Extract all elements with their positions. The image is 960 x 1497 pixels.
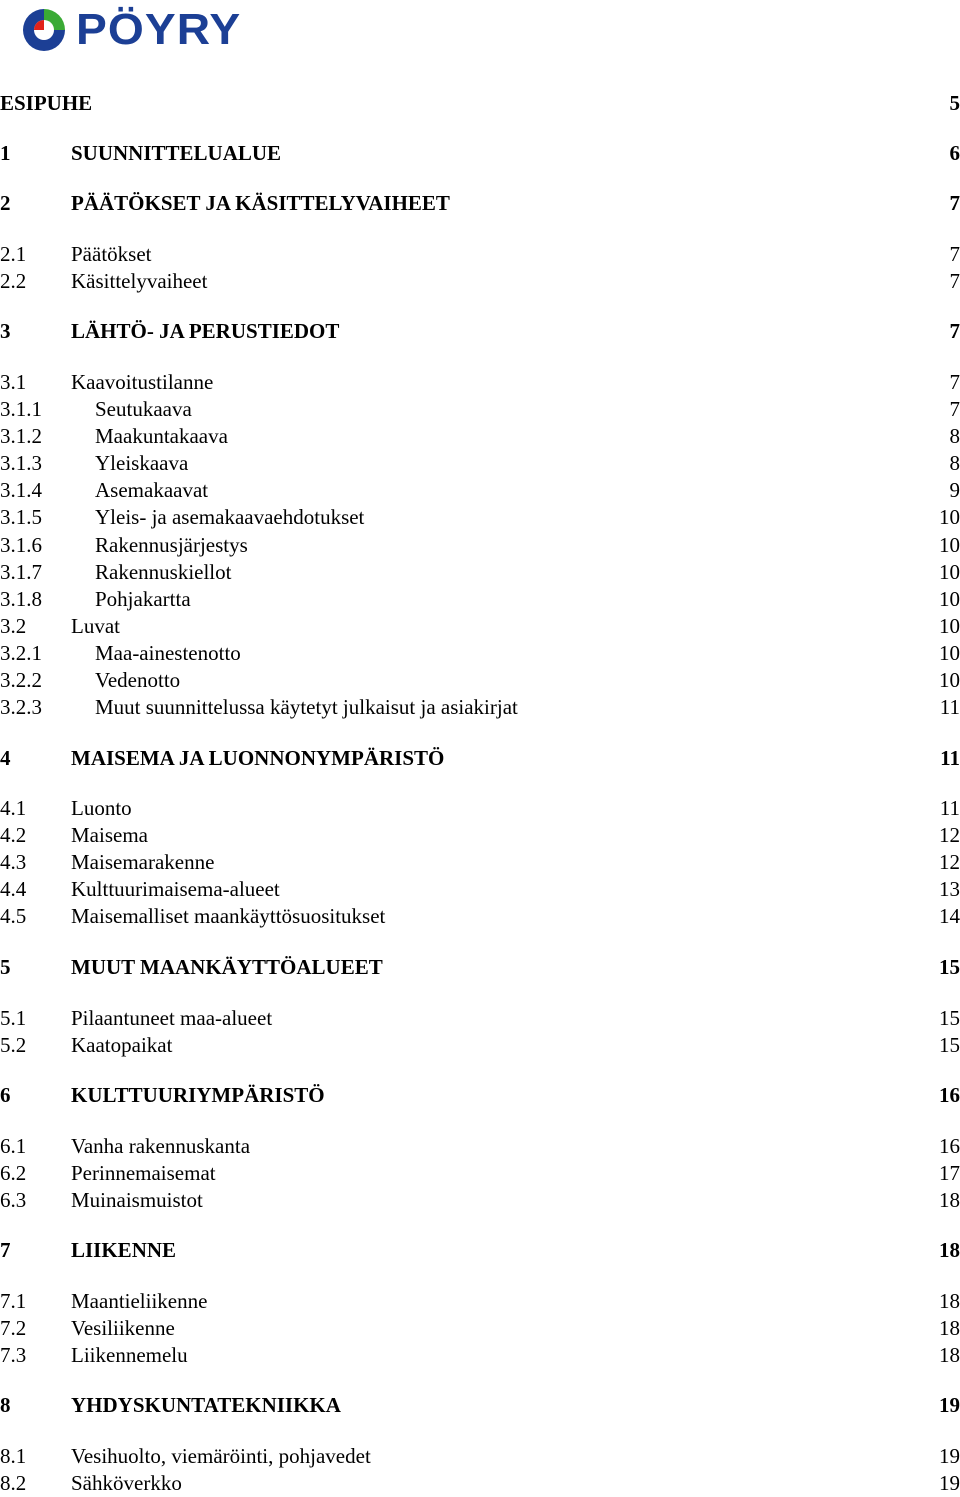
toc-entry-page-number: 16 [939, 1133, 960, 1160]
toc-entry-number: 5.2 [0, 1032, 26, 1059]
toc-entry-page-number: 10 [939, 640, 960, 667]
toc-entry-title: LIIKENNE [71, 1237, 176, 1264]
toc-entry-number: 7.3 [0, 1342, 26, 1369]
toc-entry-number: 2.2 [0, 268, 26, 295]
toc-entry-number: 2 [0, 190, 11, 217]
toc-entry-number: 5.1 [0, 1005, 26, 1032]
toc-section-entry [0, 1470, 960, 1497]
toc-entry-title: Vesihuolto, viemäröinti, pohjavedet [71, 1443, 371, 1470]
toc-entry-title: Pohjakartta [95, 586, 191, 613]
toc-entry-title: Luonto [71, 795, 132, 822]
toc-entry-page-number: 9 [950, 477, 960, 504]
toc-entry-page-number: 18 [939, 1342, 960, 1369]
toc-entry-title: Maantieliikenne [71, 1288, 207, 1315]
toc-entry-number: 3.1.1 [0, 396, 42, 423]
toc-entry-title: MUUT MAANKÄYTTÖALUEET [71, 954, 383, 981]
toc-entry-number: 3.1.3 [0, 450, 42, 477]
toc-entry-page-number: 14 [939, 903, 960, 930]
toc-entry-title: Käsittelyvaiheet [71, 268, 207, 295]
toc-section-entry [0, 1133, 960, 1160]
toc-entry-page-number: 7 [950, 190, 960, 217]
toc-entry-title: Luvat [71, 613, 120, 640]
toc-section-entry [0, 1160, 960, 1187]
toc-entry-page-number: 10 [939, 667, 960, 694]
toc-entry-number: 4.4 [0, 876, 26, 903]
toc-entry-number: 6 [0, 1082, 11, 1109]
toc-entry-number: 6.3 [0, 1187, 26, 1214]
toc-chapter-entry [0, 1082, 960, 1109]
toc-entry-page-number: 13 [939, 876, 960, 903]
toc-section-entry [0, 1443, 960, 1470]
toc-entry-title: Rakennuskiellot [95, 559, 231, 586]
toc-entry-number: 3 [0, 318, 11, 345]
toc-entry-title: Kaavoitustilanne [71, 369, 213, 396]
toc-section-entry [0, 532, 960, 559]
toc-entry-title: Maakuntakaava [95, 423, 228, 450]
toc-entry-number: 3.2.1 [0, 640, 42, 667]
toc-entry-number: 5 [0, 954, 11, 981]
toc-chapter-entry [0, 90, 960, 117]
toc-section-entry [0, 241, 960, 268]
toc-entry-page-number: 11 [940, 694, 960, 721]
toc-entry-number: 4.5 [0, 903, 26, 930]
toc-section-entry [0, 369, 960, 396]
toc-entry-page-number: 15 [939, 1005, 960, 1032]
toc-section-entry [0, 504, 960, 531]
toc-entry-title: Liikennemelu [71, 1342, 188, 1369]
toc-entry-page-number: 6 [950, 140, 960, 167]
toc-entry-title: Yleis- ja asemakaavaehdotukset [95, 504, 364, 531]
toc-entry-page-number: 7 [950, 241, 960, 268]
toc-entry-number: 8.1 [0, 1443, 26, 1470]
toc-entry-page-number: 7 [950, 318, 960, 345]
toc-entry-number: 7.2 [0, 1315, 26, 1342]
toc-section-entry [0, 903, 960, 930]
toc-entry-number: 3.1.8 [0, 586, 42, 613]
toc-section-entry [0, 1005, 960, 1032]
toc-entry-title: Asemakaavat [95, 477, 208, 504]
toc-entry-number: 4 [0, 745, 11, 772]
toc-entry-number: 6.1 [0, 1133, 26, 1160]
toc-entry-page-number: 7 [950, 369, 960, 396]
toc-entry-title: Perinnemaisemat [71, 1160, 216, 1187]
toc-entry-number: 7.1 [0, 1288, 26, 1315]
toc-entry-title: Pilaantuneet maa-alueet [71, 1005, 272, 1032]
toc-entry-page-number: 19 [939, 1392, 960, 1419]
toc-section-entry [0, 1187, 960, 1214]
toc-entry-page-number: 11 [940, 745, 960, 772]
toc-entry-number: 7 [0, 1237, 11, 1264]
toc-entry-number: 8.2 [0, 1470, 26, 1497]
toc-entry-number: 1 [0, 140, 11, 167]
toc-entry-page-number: 18 [939, 1315, 960, 1342]
toc-entry-page-number: 18 [939, 1237, 960, 1264]
toc-section-entry [0, 613, 960, 640]
toc-entry-number: 3.2.2 [0, 667, 42, 694]
toc-section-entry [0, 1032, 960, 1059]
toc-entry-number: 2.1 [0, 241, 26, 268]
toc-entry-page-number: 18 [939, 1288, 960, 1315]
toc-chapter-entry [0, 1237, 960, 1264]
toc-entry-title: Kulttuurimaisema-alueet [71, 876, 280, 903]
toc-entry-title: PÄÄTÖKSET JA KÄSITTELYVAIHEET [71, 190, 450, 217]
toc-entry-page-number: 19 [939, 1443, 960, 1470]
logo-wordmark: PÖYRY [76, 8, 241, 52]
toc-chapter-entry [0, 190, 960, 217]
toc-entry-page-number: 15 [939, 1032, 960, 1059]
toc-entry-page-number: 15 [939, 954, 960, 981]
toc-section-entry [0, 1342, 960, 1369]
toc-entry-title: Maa-ainestenotto [95, 640, 241, 667]
toc-section-entry [0, 477, 960, 504]
toc-section-entry [0, 876, 960, 903]
toc-entry-number: 6.2 [0, 1160, 26, 1187]
toc-entry-number: 3.1.4 [0, 477, 42, 504]
toc-entry-title: KULTTUURIYMPÄRISTÖ [71, 1082, 325, 1109]
toc-entry-title: Vanha rakennuskanta [71, 1133, 250, 1160]
toc-entry-number: ESIPUHE [0, 90, 92, 117]
toc-entry-title: Muinaismuistot [71, 1187, 203, 1214]
toc-section-entry [0, 423, 960, 450]
toc-section-entry [0, 694, 960, 721]
toc-entry-number: 3.2 [0, 613, 26, 640]
toc-entry-number: 3.1.6 [0, 532, 42, 559]
toc-entry-page-number: 17 [939, 1160, 960, 1187]
toc-entry-page-number: 8 [950, 423, 960, 450]
toc-chapter-entry [0, 140, 960, 167]
toc-section-entry [0, 667, 960, 694]
toc-entry-title: YHDYSKUNTATEKNIIKKA [71, 1392, 341, 1419]
toc-entry-title: Maisemalliset maankäyttösuositukset [71, 903, 385, 930]
toc-chapter-entry [0, 318, 960, 345]
toc-entry-title: Päätökset [71, 241, 151, 268]
toc-entry-title: Maisema [71, 822, 148, 849]
toc-section-entry [0, 396, 960, 423]
toc-entry-number: 3.2.3 [0, 694, 42, 721]
toc-entry-title: Maisemarakenne [71, 849, 214, 876]
toc-entry-number: 4.2 [0, 822, 26, 849]
toc-section-entry [0, 822, 960, 849]
toc-entry-page-number: 16 [939, 1082, 960, 1109]
toc-entry-page-number: 18 [939, 1187, 960, 1214]
toc-entry-title: Seutukaava [95, 396, 192, 423]
toc-chapter-entry [0, 954, 960, 981]
toc-entry-page-number: 10 [939, 613, 960, 640]
toc-entry-page-number: 12 [939, 822, 960, 849]
toc-entry-page-number: 5 [950, 90, 960, 117]
toc-entry-number: 3.1.2 [0, 423, 42, 450]
toc-entry-number: 3.1.5 [0, 504, 42, 531]
toc-section-entry [0, 559, 960, 586]
toc-entry-page-number: 7 [950, 396, 960, 423]
toc-section-entry [0, 795, 960, 822]
toc-entry-page-number: 7 [950, 268, 960, 295]
toc-entry-page-number: 10 [939, 559, 960, 586]
toc-entry-number: 3.1.7 [0, 559, 42, 586]
toc-entry-title: Kaatopaikat [71, 1032, 172, 1059]
toc-entry-title: Vesiliikenne [71, 1315, 175, 1342]
toc-entry-number: 4.1 [0, 795, 26, 822]
toc-section-entry [0, 849, 960, 876]
toc-entry-page-number: 10 [939, 504, 960, 531]
toc-section-entry [0, 1315, 960, 1342]
toc-section-entry [0, 1288, 960, 1315]
toc-entry-title: Rakennusjärjestys [95, 532, 248, 559]
toc-entry-title: Muut suunnittelussa käytetyt julkaisut ja asiakirjat [95, 694, 518, 721]
toc-entry-title: MAISEMA JA LUONNONYMPÄRISTÖ [71, 745, 444, 772]
toc-entry-title: LÄHTÖ- JA PERUSTIEDOT [71, 318, 339, 345]
toc-entry-number: 3.1 [0, 369, 26, 396]
toc-section-entry [0, 450, 960, 477]
toc-entry-page-number: 10 [939, 532, 960, 559]
toc-entry-page-number: 8 [950, 450, 960, 477]
toc-chapter-entry [0, 1392, 960, 1419]
toc-chapter-entry [0, 745, 960, 772]
toc-entry-title: Sähköverkko [71, 1470, 182, 1497]
toc-entry-title: SUUNNITTELUALUE [71, 140, 281, 167]
toc-entry-page-number: 12 [939, 849, 960, 876]
toc-section-entry [0, 586, 960, 613]
toc-section-entry [0, 640, 960, 667]
toc-entry-title: Vedenotto [95, 667, 180, 694]
toc-entry-number: 8 [0, 1392, 11, 1419]
toc-entry-page-number: 10 [939, 586, 960, 613]
toc-entry-page-number: 19 [939, 1470, 960, 1497]
toc-entry-number: 4.3 [0, 849, 26, 876]
toc-entry-page-number: 11 [940, 795, 960, 822]
toc-entry-title: Yleiskaava [95, 450, 188, 477]
toc-section-entry [0, 268, 960, 295]
